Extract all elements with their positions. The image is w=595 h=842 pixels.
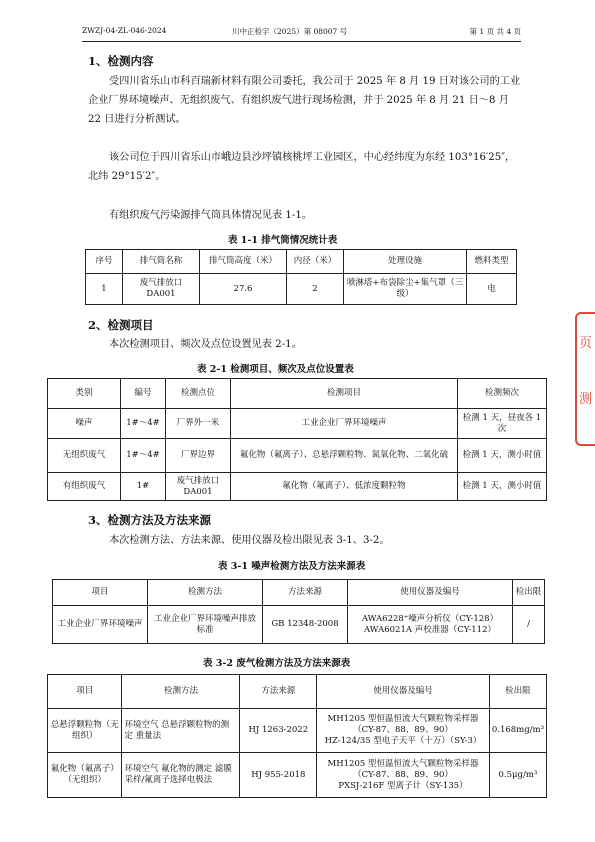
report-number: 川中正检字（2025）第 08007 号 [232,27,348,36]
col-header: 检出限 [489,675,546,709]
col-header: 使用仪器及编号 [317,675,490,709]
cell: 0.168mg/m³ [489,709,546,753]
table-3-1 [52,579,545,644]
table-header-row [86,250,517,274]
cell: 氟化物（氟离子）、总悬浮颗粒物、氮氧化物、二氧化硫 [231,439,458,473]
cell [348,606,513,644]
cell: 总悬浮颗粒物（无组织） [48,709,122,753]
table-header-row [48,675,547,709]
cell: 无组织废气 [48,439,121,473]
col-header: 方法来源 [240,675,317,709]
col-header: 燃料类型 [467,250,517,274]
cell: 2 [287,274,344,305]
col-header: 处理设施 [344,250,467,274]
cell: 废气排放口 DA001 [123,274,200,305]
table-header-row [53,580,545,606]
cell: 厂界外一米 [166,409,231,439]
table-row [48,753,547,798]
table-row [48,409,547,439]
stamp-char: 页 [579,336,593,351]
cell [317,709,490,753]
cell: 1#～4# [121,409,166,439]
table-header-row [48,379,547,409]
table-1-1 [85,249,517,305]
section-2-title: 2、检测项目 [88,318,154,332]
cell: HJ 1263-2022 [240,709,317,753]
col-header: 类别 [48,379,121,409]
section-1-title: 1、检测内容 [88,54,154,68]
table-1-1-caption: 表 1-1 排气筒情况统计表 [228,235,338,246]
table-3-2-caption: 表 3-2 废气检测方法及方法来源表 [203,658,351,669]
cell: 厂界边界 [166,439,231,473]
cell: 1 [86,274,123,305]
section-3-para-1: 本次检测方法、方法来源、使用仪器及检出限见表 3-1、3-2。 [109,535,390,546]
section-1-para-3: 有组织废气污染源排气筒具体情况见表 1-1。 [109,210,313,221]
col-header: 检测频次 [458,379,547,409]
cell: 检测 1 天，测小时值 [458,473,547,501]
table-row [48,439,547,473]
cell: 0.5μg/m³ [489,753,546,798]
cell: 环境空气 氟化物的测定 滤膜采样/氟离子选择电极法 [122,753,240,798]
cell [317,753,490,798]
table-row [48,473,547,501]
col-header: 项目 [48,675,122,709]
cell: 环境空气 总悬浮颗粒物的测定 重量法 [122,709,240,753]
cell: 喷淋塔+布袋除尘+集气罩（三级） [344,274,467,305]
col-header: 编号 [121,379,166,409]
header-rule [82,41,521,42]
table-row [86,274,517,305]
col-header: 排气筒名称 [123,250,200,274]
cell: 噪声 [48,409,121,439]
table-row [48,709,547,753]
cell: 检测 1 天，昼夜各 1 次 [458,409,547,439]
instrument-line: MH1205 型恒温恒流大气颗粒物采样器（CY-87、88、89、90） [327,758,479,780]
section-1-para-1: 受四川省乐山市科百瑞新材料有限公司委托，我公司于 2025 年 8 月 19 日对该公司的工业企业厂界环境噪声、无组织废气、有组织废气进行现场检测，并于 2025 年 8 月 21 日～8 月 22 日进行分析测试。 [88,76,521,125]
col-header: 检测方法 [148,580,263,606]
cell: 检测 1 天，测小时值 [458,439,547,473]
instrument-line: AWA6228⁺噪声分析仪（CY-128） [361,613,499,624]
cell: 工业企业厂界环境噪声 [53,606,148,644]
instrument-line: PXSJ-216F 型离子计（SY-135） [338,780,468,791]
table-2-1 [47,378,547,501]
table-3-1-caption: 表 3-1 噪声检测方法及方法来源表 [218,561,366,572]
cell: 工业企业厂界环境噪声 [231,409,458,439]
col-header: 项目 [53,580,148,606]
cell: 氟化物（氟离子）、低浓度颗粒物 [231,473,458,501]
page-number: 第 1 页 共 4 页 [469,27,521,36]
section-3-title: 3、检测方法及方法来源 [88,513,212,527]
col-header: 排气筒高度（米） [200,250,287,274]
instrument-line: MH1205 型恒温恒流大气颗粒物采样器（CY-87、88、89、90） [327,714,479,735]
cell: 1#～4# [121,439,166,473]
cell: 27.6 [200,274,287,305]
col-header: 检出限 [513,580,545,606]
col-header: 序号 [86,250,123,274]
table-row [53,606,545,644]
section-1-para-2: 该公司位于四川省乐山市峨边县沙坪镇核桃坪工业园区，中心经纬度为东经 103°16′25″，北纬 29°15′2″。 [88,152,516,182]
col-header: 使用仪器及编号 [348,580,513,606]
cell: HJ 955-2018 [240,753,317,798]
cell: 电 [467,274,517,305]
cell: 废气排放口 DA001 [166,473,231,501]
cell: 1# [121,473,166,501]
col-header: 检测方法 [122,675,240,709]
instrument-line: HZ-124/35 型电子天平（十万）（SY-3） [324,736,482,746]
cell: / [513,606,545,644]
table-3-2 [47,674,547,798]
cell: 氟化物（氟离子）（无组织） [48,753,122,798]
seal-stamp [575,312,595,446]
cell: 有组织废气 [48,473,121,501]
section-2-para-1: 本次检测项目、频次及点位设置见表 2-1。 [109,339,302,350]
cell: GB 12348-2008 [263,606,348,644]
doc-code: ZWZJ-04-ZL-046-2024 [82,26,167,35]
col-header: 内径（米） [287,250,344,274]
instrument-line: AWA6021A 声校准器（CY-112） [364,624,496,635]
col-header: 检测点位 [166,379,231,409]
table-2-1-caption: 表 2-1 检测项目、频次及点位设置表 [197,364,354,375]
col-header: 检测项目 [231,379,458,409]
col-header: 方法来源 [263,580,348,606]
stamp-char: 测 [579,392,593,407]
page-header [82,26,521,40]
cell: 工业企业厂界环境噪声排放标准 [148,606,263,644]
